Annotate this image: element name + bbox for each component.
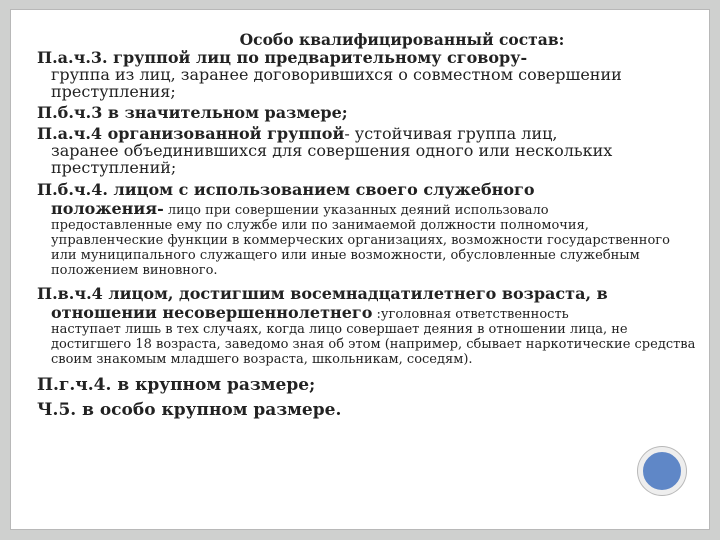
paragraph-lead: П.б.ч.4. лицом с использованием своего служебного xyxy=(37,180,535,199)
slide-title: Особо квалифицированный состав: xyxy=(239,30,565,49)
paragraph-body: предоставленные ему по службе или по занимаемой должности полномочия, управленческие функции в коммерческих организациях, возможности государственного или муниципального служащего или иные возможности, обусловленные служебным положением виновного. xyxy=(51,218,670,278)
paragraph-lead: П.а.ч.4 организованной группой xyxy=(37,124,345,143)
paragraph-tail: - устойчивая группа лиц, xyxy=(344,124,558,143)
paragraph-lead-indent xyxy=(37,199,549,218)
content-card xyxy=(10,9,710,530)
paragraph-lead-indent xyxy=(37,303,569,322)
paragraph-body: наступает лишь в тех случаях, когда лицо совершает деяния в отношении лица, не достигшего 18 возраста, заведомо зная об этом (например, сбывает наркотические средства своим знакомым младшего возраста, школьникам, соседям). xyxy=(51,322,696,367)
slide-content xyxy=(37,30,697,423)
paragraph-adult-minor xyxy=(37,284,697,367)
paragraph-tail: лицо при совершении указанных деяний использовало xyxy=(163,203,549,218)
paragraph-group-conspiracy xyxy=(37,49,697,100)
paragraph-body: заранее объединившихся для совершения одного или нескольких преступлений; xyxy=(51,141,613,177)
paragraph-lead-2: положения- xyxy=(51,199,164,218)
paragraph-organized-group xyxy=(37,125,697,176)
decorative-circle xyxy=(638,447,686,495)
paragraph-lead-2: отношении несовершеннолетнего xyxy=(51,303,373,322)
paragraph-especially-large-amount: Ч.5. в особо крупном размере. xyxy=(37,400,342,420)
paragraph-lead: П.б.ч.3 в значительном размере; xyxy=(37,103,348,122)
paragraph-body: группа из лиц, заранее договорившихся о совместном совершении преступления; xyxy=(51,65,622,101)
paragraph-lead: П.а.ч.3. группой лиц по предварительному сговору- xyxy=(37,48,528,67)
paragraph-tail: :уголовная ответственность xyxy=(372,307,569,322)
paragraph-lead: П.в.ч.4 лицом, достигшим восемнадцатилетнего возраста, в xyxy=(37,284,608,303)
paragraph-official-position xyxy=(37,180,697,278)
paragraph-large-amount: П.г.ч.4. в крупном размере; xyxy=(37,375,316,395)
paragraph-significant-amount xyxy=(37,104,697,121)
